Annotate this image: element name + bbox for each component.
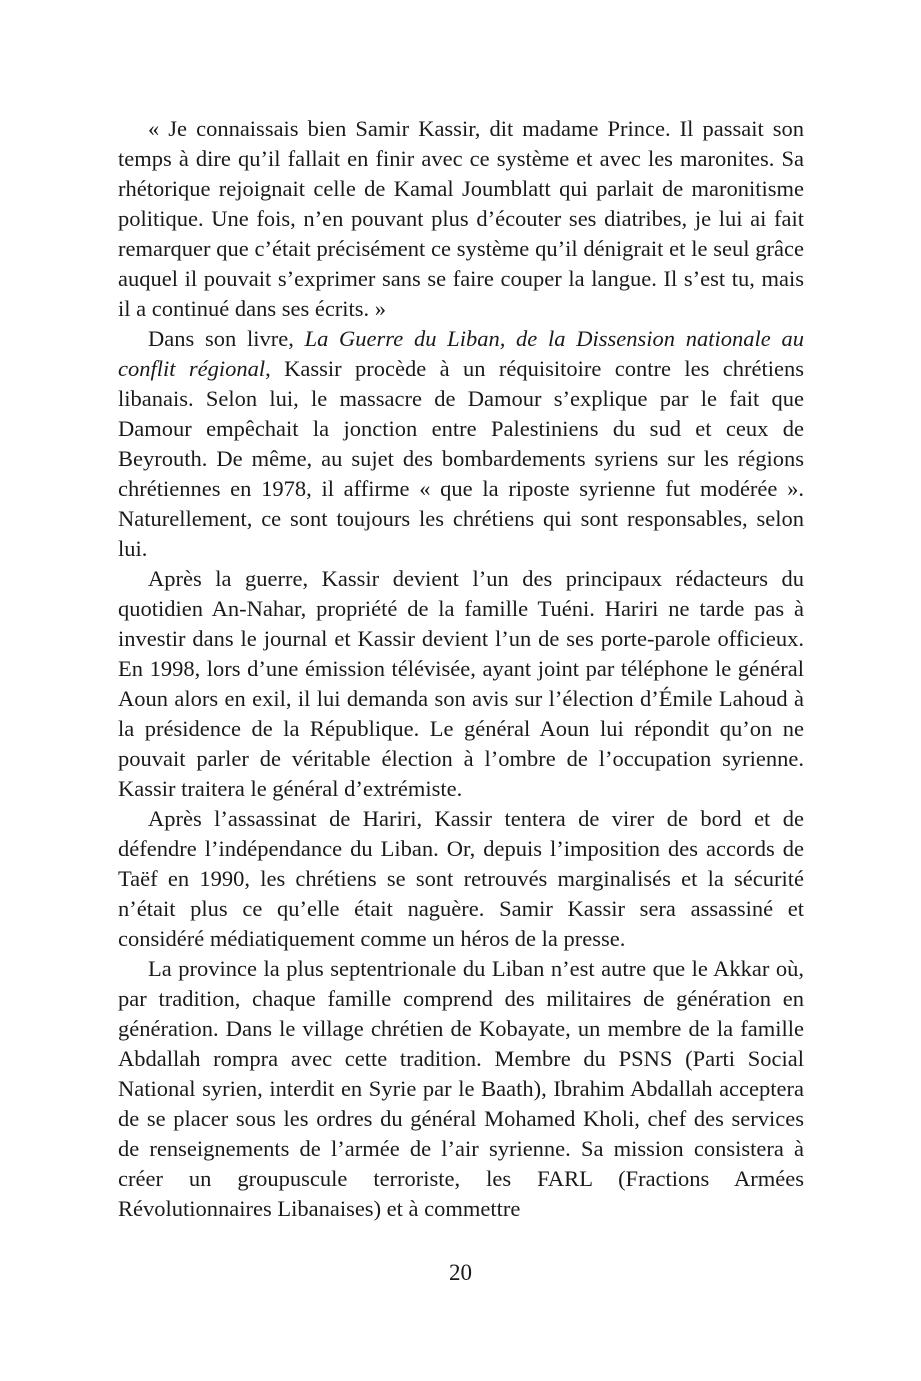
paragraph-2-lead: Dans son livre,	[148, 326, 305, 351]
book-title: La Guerre du Liban, de la Dissension nationale au conflit régional	[118, 326, 804, 381]
paragraph-3: Après la guerre, Kassir devient l’un des principaux rédacteurs du quotidien An-Nahar, propriété de la famille Tuéni. Hariri ne tarde pas à investir dans le journal et Kassir devient l’un de ses porte-parole officieux. En 1998, lors d’une émission télévisée, ayant joint par téléphone le général Aoun alors en exil, il lui demanda son avis sur l’élection d’Émile Lahoud à la présidence de la République. Le général Aoun lui répondit qu’on ne pouvait parler de véritable élection à l’ombre de l’occupation syrienne. Kassir traitera le général d’extrémiste.	[118, 566, 804, 801]
page-number: 20	[449, 1260, 472, 1285]
paragraph-5: La province la plus septentrionale du Liban n’est autre que le Akkar où, par tradition, chaque famille comprend des militaires de génération en génération. Dans le village chrétien de Kobayate, un membre de la famille Abdallah rompra avec cette tradition. Membre du PSNS (Parti Social National syrien, interdit en Syrie par le Baath), Ibrahim Abdallah acceptera de se placer sous les ordres du général Mohamed Kholi, chef des services de renseignements de l’armée de l’air syrienne. Sa mission consistera à créer un groupuscule terroriste, les FARL (Fractions Armées Révolutionnaires Libanaises) et à commettre	[118, 956, 804, 1221]
paragraph-2-rest: , Kassir procède à un réquisitoire contre les chrétiens libanais. Selon lui, le massacre de Damour s’explique par le fait que Damour empêchait la jonction entre Palestiniens du sud et ceux de Beyrouth. De même, au sujet des bombardements syriens sur les régions chrétiennes en 1978, il affirme « que la riposte syrienne fut modérée ». Naturellement, ce sont toujours les chrétiens qui sont responsables, selon lui.	[118, 356, 804, 561]
page-body	[118, 114, 804, 1224]
paragraph-4: Après l’assassinat de Hariri, Kassir tentera de virer de bord et de défendre l’indépendance du Liban. Or, depuis l’imposition des accords de Taëf en 1990, les chrétiens se sont retrouvés marginalisés et la sécurité n’était plus ce qu’elle était naguère. Samir Kassir sera assassiné et considéré médiatiquement comme un héros de la presse.	[118, 806, 804, 951]
paragraph-2	[118, 324, 804, 564]
paragraph-1: « Je connaissais bien Samir Kassir, dit madame Prince. Il passait son temps à dire qu’il fallait en finir avec ce système et avec les maronites. Sa rhétorique rejoignait celle de Kamal Joumblatt qui parlait de maronitisme politique. Une fois, n’en pouvant plus d’écouter ses diatribes, je lui ai fait remarquer que c’était précisément ce système qu’il dénigrait et le seul grâce auquel il pouvait s’exprimer sans se faire couper la langue. Il s’est tu, mais il a continué dans ses écrits. »	[118, 116, 804, 321]
